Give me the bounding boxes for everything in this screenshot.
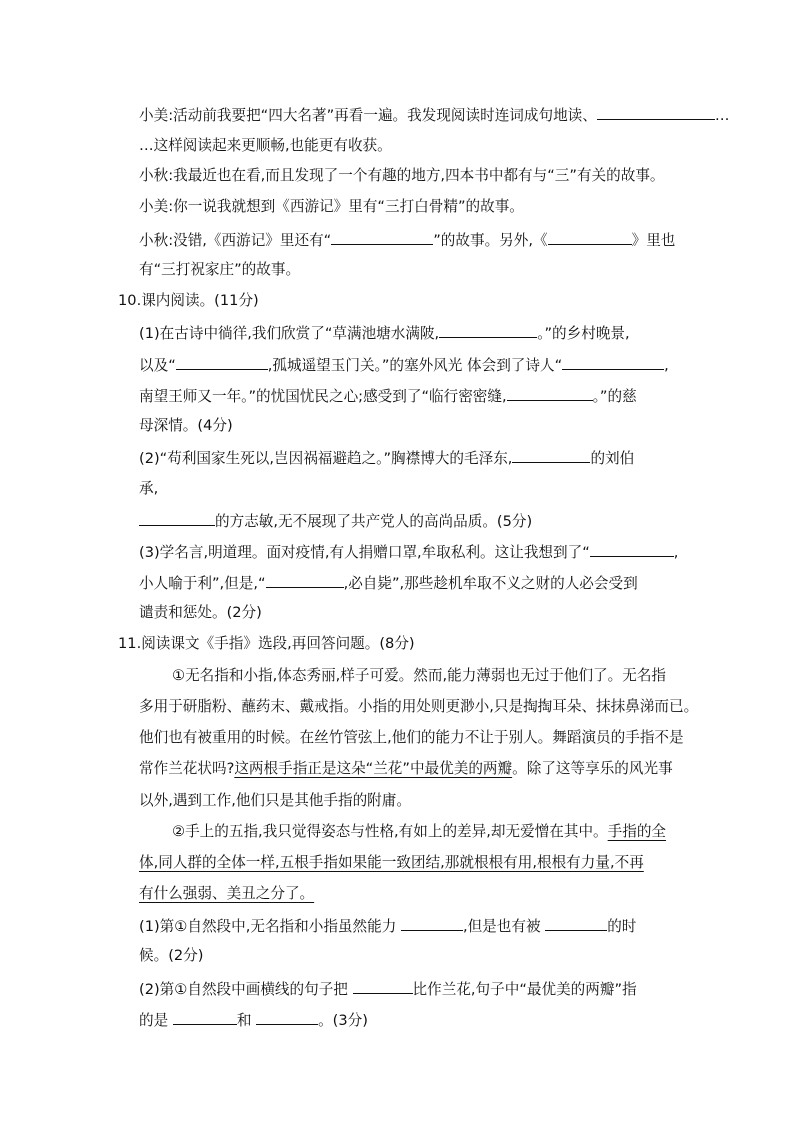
q11-para1-line-4: 常作兰花状吗?这两根手指正是这朵“兰花”中最优美的两瓣。除了这等享乐的风光事	[139, 760, 673, 777]
answer-blank[interactable]	[401, 915, 463, 931]
q11-sub1-line-1: (1)第①自然段中,无名指和小指虽然能力 ,但是也有被 的时	[139, 915, 636, 937]
q11-para2-line-2: 体,同人群的全体一样,五根手指如果能一致团结,那就根根有用,根根有力量,不再	[139, 854, 644, 871]
q11-para1-line-5: 以外,遇到工作,他们只是其他手指的附庸。	[139, 792, 411, 809]
underlined-sentence: 这两根手指正是这朵“兰花”中最优美的两瓣	[234, 760, 513, 777]
answer-blank[interactable]	[256, 1009, 318, 1025]
answer-blank[interactable]	[597, 104, 715, 120]
answer-blank[interactable]	[548, 229, 632, 245]
q10-p3-line-3: 谴责和惩处。(2分)	[139, 604, 262, 621]
q10-p2-line-2: 承,	[139, 480, 159, 497]
answer-blank[interactable]	[590, 541, 674, 557]
q10-p1-line-4: 母深情。(4分)	[139, 417, 233, 434]
q11-para1-line-3: 他们也有被重用的时候。在丝竹管弦上,他们的能力不让于别人。舞蹈演员的手指不是	[139, 729, 684, 746]
dialogue-line-4: 小美:你一说我就想到《西游记》里有“三打白骨精”的故事。	[139, 198, 524, 215]
dialogue-line-3: 小秋:我最近也在看,而且发现了一个有趣的地方,四本书中都有与“三”有关的故事。	[139, 167, 665, 184]
q10-p1-line-3: 南望王师又一年。”的忧国忧民之心;感受到了“临行密密缝, 。”的慈	[139, 385, 637, 407]
answer-blank[interactable]	[562, 354, 664, 370]
q11-title: 11.阅读课文《手指》选段,再回答问题。(8分)	[118, 635, 415, 652]
q11-sub1-line-2: 候。(2分)	[139, 947, 204, 964]
q11-para2-line-3: 有什么强弱、美丑之分了。	[139, 885, 315, 902]
answer-blank[interactable]	[266, 572, 344, 588]
answer-blank[interactable]	[139, 510, 215, 526]
answer-blank[interactable]	[512, 447, 590, 463]
answer-blank[interactable]	[176, 354, 268, 370]
dialogue-line-5: 小秋:没错,《西游记》里还有“ ”的故事。另外,《 》里也	[139, 229, 675, 251]
q11-para1-line-1: ①无名指和小指,体态秀丽,样子可爱。然而,能力薄弱也无过于他们了。无名指	[172, 667, 667, 684]
q11-para2-line-1: ②手上的五指,我只觉得姿态与性格,有如上的差异,却无爱憎在其中。手指的全	[172, 823, 667, 840]
q11-para1-line-2: 多用于研脂粉、蘸药末、戴戒指。小指的用处则更渺小,只是掏掏耳朵、抹抹鼻涕而已。	[139, 698, 699, 715]
q10-p1-line-1: (1)在古诗中徜徉,我们欣赏了“草满池塘水满陂, 。”的乡村晚景,	[139, 322, 630, 344]
q10-p3-line-2: 小人喻于利”,但是,“ ,必自毙”,那些趁机牟取不义之财的人必会受到	[139, 572, 638, 594]
answer-blank[interactable]	[439, 322, 537, 338]
dialogue-line-6: 有“三打祝家庄”的故事。	[139, 261, 301, 278]
q10-p2-line-1: (2)“苟利国家生死以,岂因祸福避趋之。”胸襟博大的毛泽东, 的刘伯	[139, 447, 634, 469]
q10-p1-line-2: 以及“ ,孤城遥望玉门关。”的塞外风光 体会到了诗人“ ,	[139, 354, 669, 376]
answer-blank[interactable]	[507, 385, 593, 401]
dialogue-line-1: 小美:活动前我要把“四大名著”再看一遍。我发现阅读时连词成句地读、 …	[139, 104, 729, 126]
dialogue-line-2: …这样阅读起来更顺畅,也能更有收获。	[139, 137, 392, 154]
q11-sub2-line-2: 的是 和 。(3分)	[139, 1009, 368, 1031]
q10-p2-line-3: 的方志敏,无不展现了共产党人的高尚品质。(5分)	[139, 510, 532, 532]
q11-sub2-line-1: (2)第①自然段中画横线的句子把 比作兰花,句子中“最优美的两瓣”指	[139, 978, 637, 1000]
q10-p3-line-1: (3)学名言,明道理。面对疫情,有人捐赠口罩,牟取私利。这让我想到了“ ,	[139, 541, 678, 563]
q10-title: 10.课内阅读。(11分)	[118, 292, 259, 309]
answer-blank[interactable]	[331, 229, 433, 245]
answer-blank[interactable]	[353, 978, 413, 994]
answer-blank[interactable]	[173, 1009, 237, 1025]
answer-blank[interactable]	[545, 915, 607, 931]
underlined-sentence: 手指的全	[607, 823, 667, 840]
